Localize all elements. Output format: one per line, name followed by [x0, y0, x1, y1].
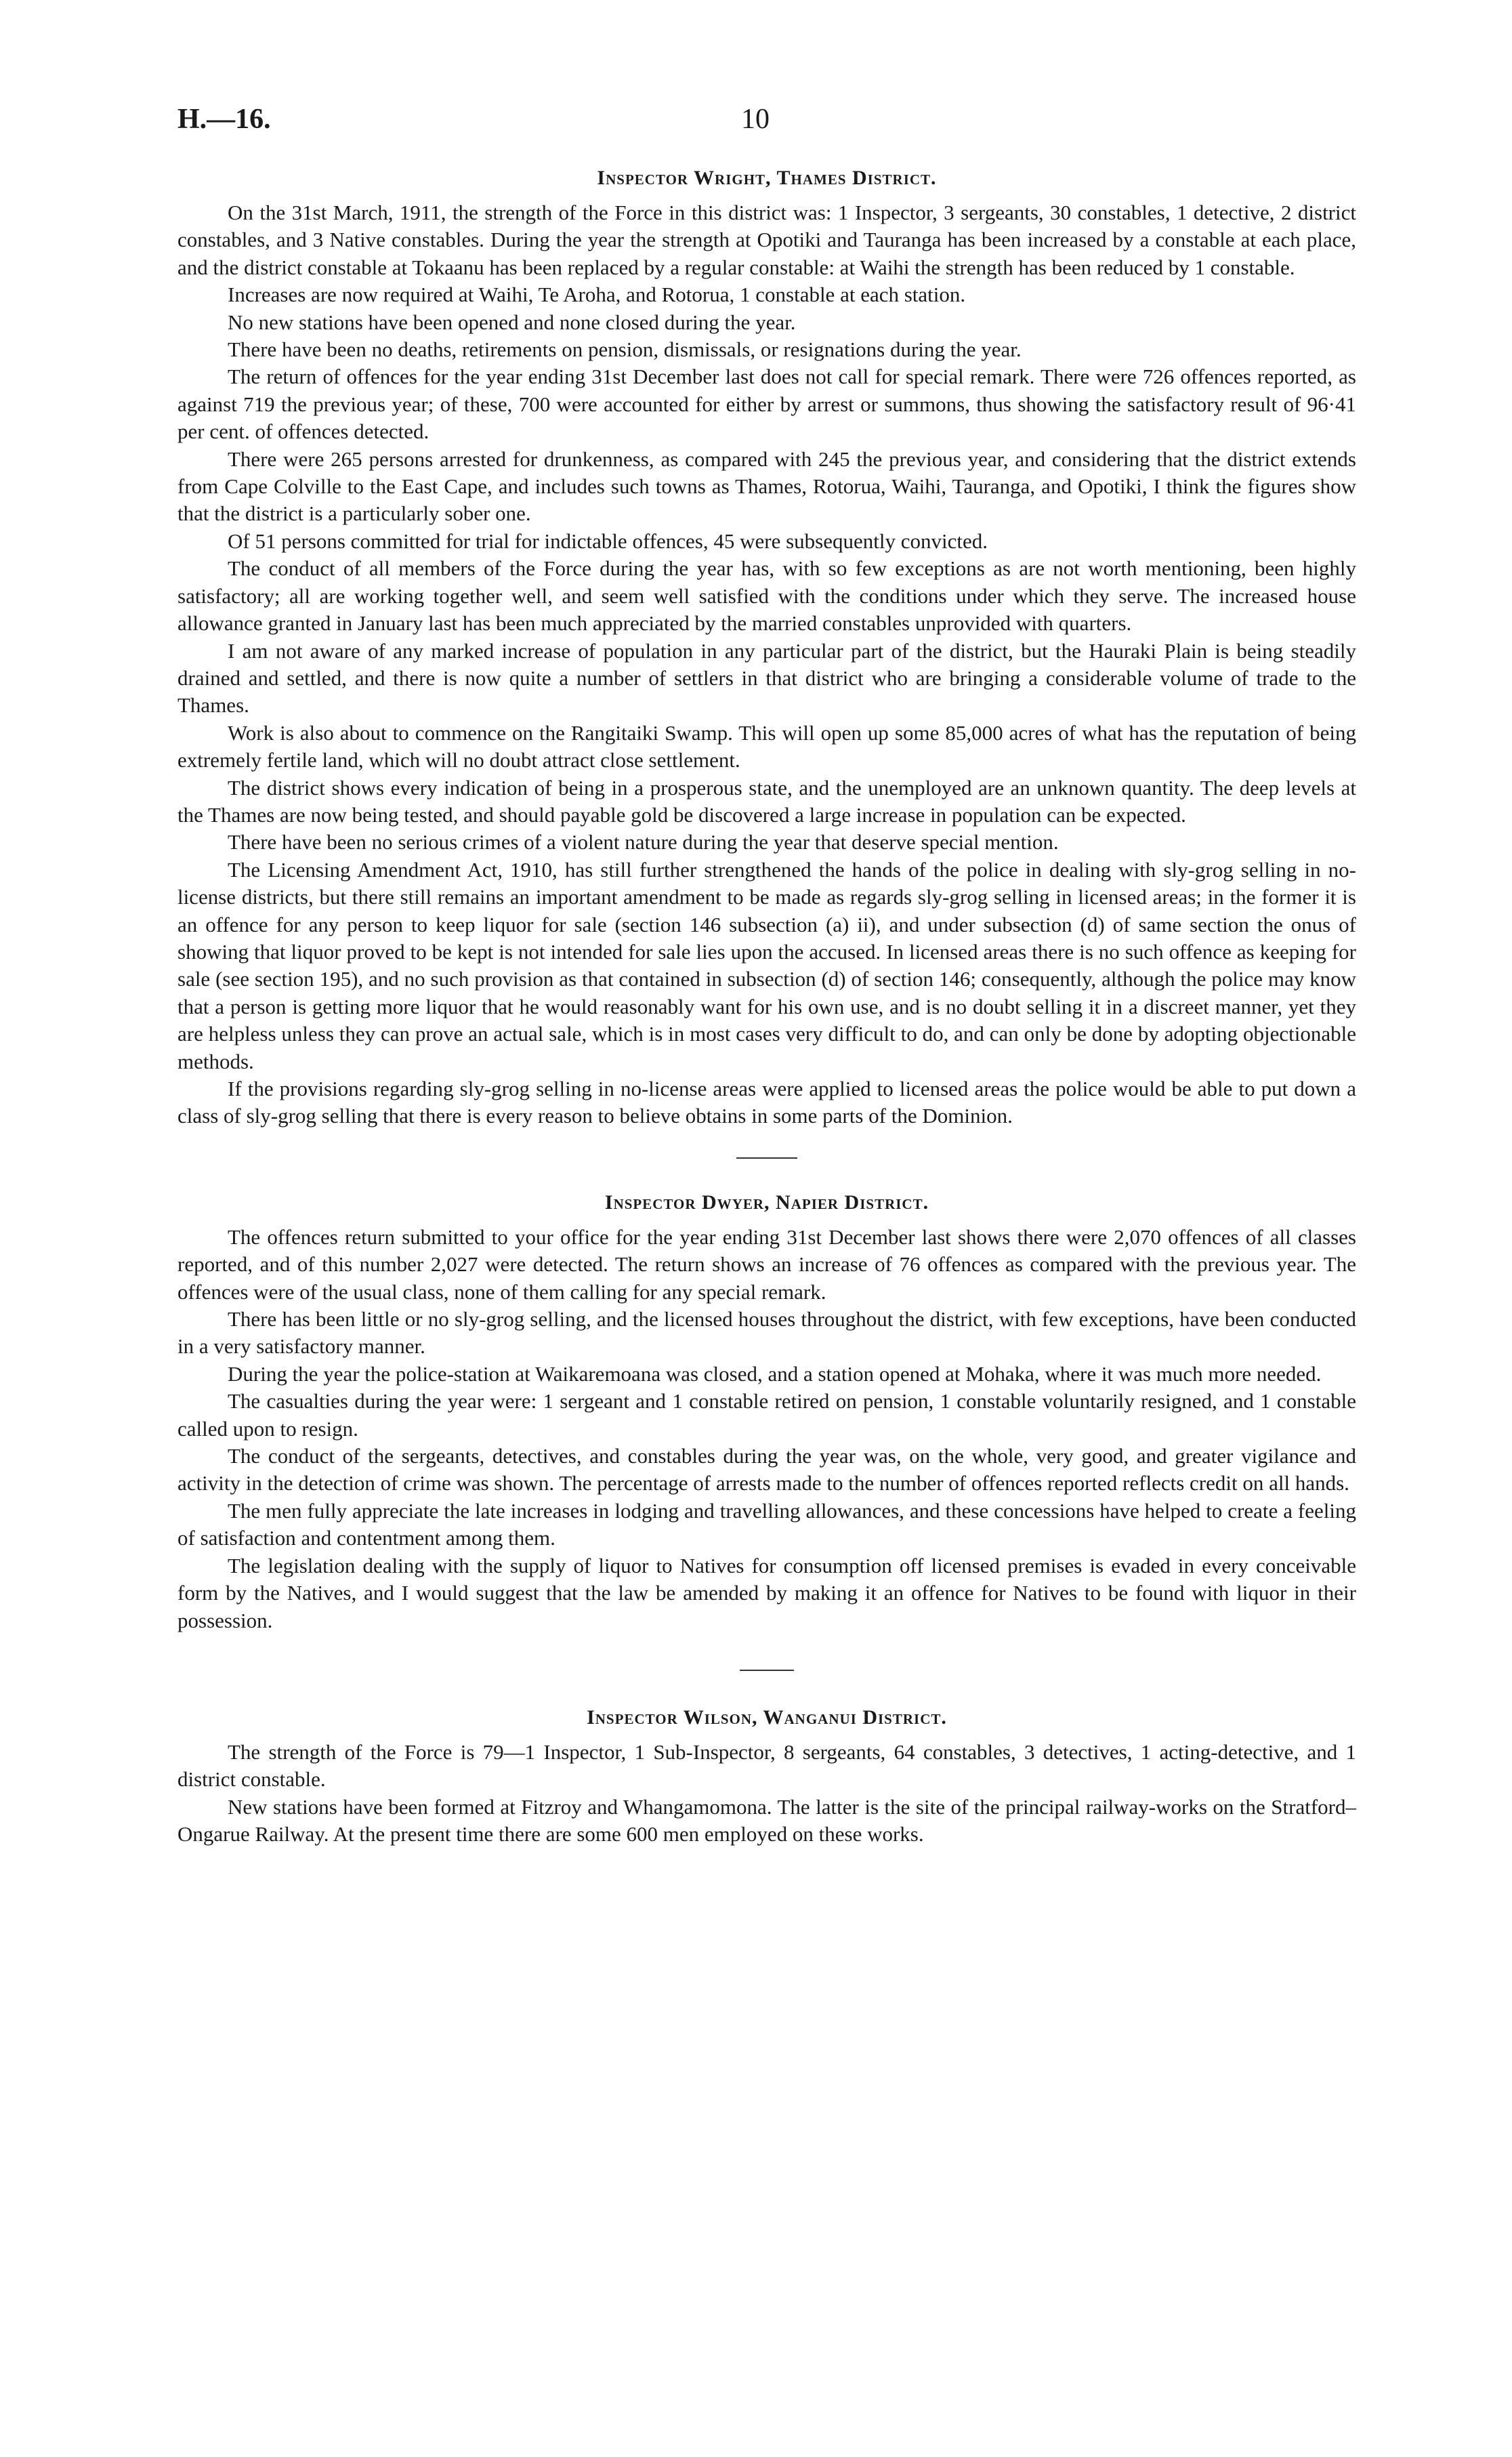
paragraph: The legislation dealing with the supply of liquor to Natives for consumption off licensed premises is evaded in every conceivable form by the Natives, and I would suggest that the law be amended by making it an offence for Natives to be found with liquor in their possession. [177, 1553, 1356, 1632]
paragraph: Of 51 persons committed for trial for indictable offences, 45 were subsequently convicted. [228, 529, 988, 553]
section-title: Inspector Wright, Thames District. [597, 167, 937, 189]
paragraph: The offences return submitted to your office for the year ending 31st December last shows there were 2,070 offences of all classes reported, and of this number 2,027 were detected. The return shows an increase of 76 offences as compared with the previous year. The offences were of the usual class, none of them calling for any special remark. [177, 1224, 1356, 1304]
paragraph: There has been little or no sly-grog selling, and the licensed houses throughout the district, with few exceptions, have been conducted in a very satisfactory manner. [177, 1307, 1356, 1359]
paragraph: During the year the police-station at Waikaremoana was closed, and a station opened at Mohaka, where it was much more needed. [228, 1361, 1322, 1386]
paragraph: Work is also about to commence on the Rangitaiki Swamp. This will open up some 85,000 acres of what has the reputation of being extremely fertile land, which will no doubt attract close settlement. [177, 720, 1356, 772]
section-thames-district [177, 167, 1356, 1130]
paragraph: The return of offences for the year ending 31st December last does not call for special remark. There were 726 offences reported, as against 719 the previous year; of these, 700 were accounted for either by arrest or summons, thus showing the satisfactory result of 96·41 per cent. of offences detected. [177, 365, 1356, 444]
paragraph: There have been no serious crimes of a violent nature during the year that deserve special mention. [228, 830, 1059, 854]
paragraph: I am not aware of any marked increase of population in any particular part of the district, but the Hauraki Plain is being steadily drained and settled, and there is now quite a number of settlers in that district who are bringing a considerable volume of trade to the Thames. [177, 638, 1356, 718]
paragraph: There were 265 persons arrested for drunkenness, as compared with 245 the previous year, and considering that the district extends from Cape Colville to the East Cape, and includes such towns as Thames, Rotorua, Waihi, Tauranga, and Opotiki, I think the figures show that the district is a particularly sober one. [177, 447, 1356, 526]
section-divider [740, 1670, 794, 1671]
paragraph: The strength of the Force is 79—1 Inspector, 1 Sub-Inspector, 8 sergeants, 64 constables, 3 detectives, 1 acting-detective, and 1 district constable. [177, 1739, 1356, 1792]
section-wanganui-district [177, 1706, 1356, 1849]
paragraph: There have been no deaths, retirements on pension, dismissals, or resignations during the year. [228, 337, 1022, 362]
paragraph: The men fully appreciate the late increases in lodging and travelling allowances, and these concessions have helped to create a feeling of satisfaction and contentment among them. [177, 1498, 1356, 1550]
paragraph: The district shows every indication of being in a prosperous state, and the unemployed are an unknown quantity. The deep levels at the Thames are now being tested, and should payable gold be discovered a large increase in population can be expected. [177, 775, 1356, 827]
paragraph: No new stations have been opened and none closed during the year. [228, 310, 796, 334]
page-header [177, 103, 1356, 144]
paragraph: The Licensing Amendment Act, 1910, has still further strengthened the hands of the police in dealing with sly-grog selling in no-license districts, but there still remains an important amendment to be made as regards sly-grog selling in licensed areas; in the former it is an offence for any person to keep liquor for sale (section 146 subsection (a) ii), and under subsection (d) of same section the onus of showing that liquor proved to be kept is not intended for sale lies upon the accused. In licensed areas there is no such offence as keeping for sale (see section 195), and no such provision as that contained in subsection (d) of section 146; consequently, although the police may know that a person is getting more liquor that he would reasonably want for his own use, and is no doubt selling it in a discreet manner, yet they are helpless unless they can prove an actual sale, which is in most cases very difficult to do, and can only be done by adopting objectionable methods. [177, 857, 1356, 1073]
paragraph: The conduct of the sergeants, detectives, and constables during the year was, on the whole, very good, and greater vigilance and activity in the detection of crime was shown. The percentage of arrests made to the number of offences reported reflects credit on all hands. [177, 1444, 1356, 1495]
document-reference: H.—16. [177, 104, 271, 135]
page-content [177, 167, 1356, 1849]
section-title: Inspector Dwyer, Napier District. [604, 1191, 929, 1214]
paragraph: If the provisions regarding sly-grog selling in no-license areas were applied to licensed areas the police would be able to put down a class of sly-grog selling that there is every reason to believe obtains in some parts of the Dominion. [177, 1077, 1356, 1128]
page-number: 10 [741, 104, 770, 135]
paragraph: The conduct of all members of the Force during the year has, with so few exceptions as are not worth mentioning, been highly satisfactory; all are working together well, and seem well satisfied with the conditions under which they serve. The increased house allowance granted in January last has been much appreciated by the married constables unprovided with quarters. [177, 556, 1356, 636]
section-title: Inspector Wilson, Wanganui District. [587, 1706, 947, 1729]
section-napier-district [177, 1191, 1356, 1634]
section-divider [736, 1157, 797, 1159]
paragraph: On the 31st March, 1911, the strength of the Force in this district was: 1 Inspector, 3 sergeants, 30 constables, 1 detective, 2 district constables, and 3 Native constables. During the year the strength at Opotiki and Tauranga has been increased by a constable at each place, and the district constable at Tokaanu has been replaced by a regular constable: at Waihi the strength has been reduced by 1 constable. [177, 201, 1356, 279]
paragraph: New stations have been formed at Fitzroy and Whangamomona. The latter is the site of the principal railway-works on the Stratford–Ongarue Railway. At the present time there are some 600 men employed on these works. [177, 1794, 1356, 1846]
paragraph: Increases are now required at Waihi, Te Aroha, and Rotorua, 1 constable at each station. [228, 283, 966, 307]
paragraph: The casualties during the year were: 1 sergeant and 1 constable retired on pension, 1 constable voluntarily resigned, and 1 constable called upon to resign. [177, 1389, 1356, 1441]
